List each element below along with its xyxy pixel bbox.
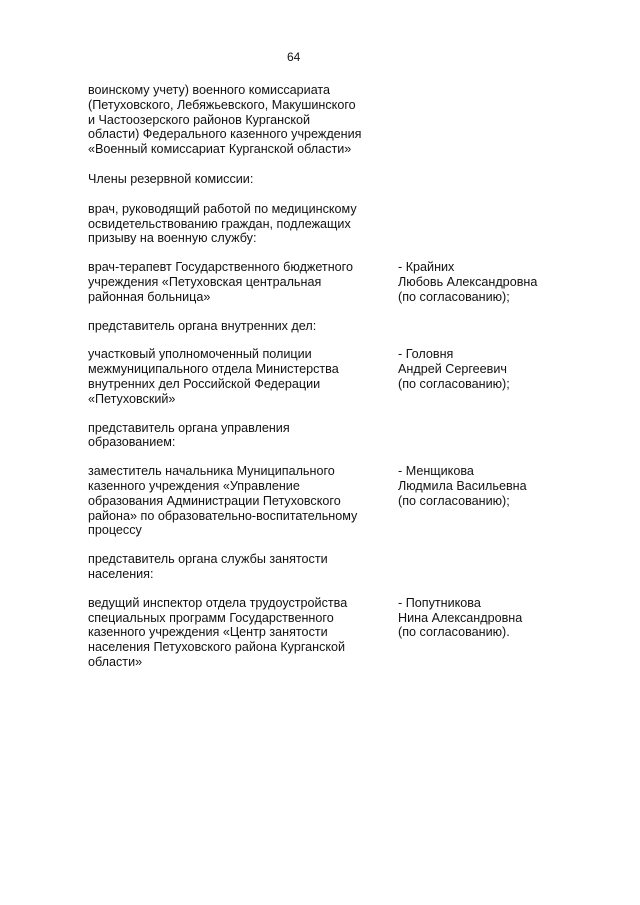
section-heading-medical: врач, руководящий работой по медицинскому освидетельствованию граждан, подлежащих призыву на военную службу: (88, 201, 357, 246)
section-heading-employment: представитель органа службы занятости населения: (88, 552, 328, 581)
member-row-medical (88, 260, 558, 304)
member-position: ведущий инспектор отдела трудоустройства специальных программ Государственного казенного учреждения «Центр занятости населения Петуховского района Курганской области» (88, 595, 348, 669)
intro-text: воинскому учету) военного комиссариата (Петуховского, Лебяжьевского, Макушинского и Частоозерского районов Курганской области) Федерального казенного учреждения «Военный комиссариат Курганской области» (88, 83, 362, 157)
members-heading: Члены резервной комиссии: (88, 171, 254, 186)
member-position: врач-терапевт Государственного бюджетного учреждения «Петуховская центральная районная больница» (88, 260, 353, 304)
member-position: заместитель начальника Муниципального казенного учреждения «Управление образования Администрации Петуховского района» по образовательно-воспитательному процессу (88, 464, 358, 538)
page-number: 64 (287, 50, 301, 64)
section-heading-police: представитель органа внутренних дел: (88, 318, 317, 333)
document-body (88, 83, 558, 670)
member-name: - Менщикова Людмила Васильевна (по согласованию); (398, 464, 527, 508)
member-row-employment (88, 596, 558, 670)
member-row-police (88, 347, 558, 406)
member-name: - Попутникова Нина Александровна (по согласованию). (398, 595, 523, 640)
member-name: - Головня Андрей Сергеевич (по согласованию); (398, 347, 510, 391)
member-position: участковый уполномоченный полиции межмуниципального отдела Министерства внутренних дел Российской Федерации «Петуховский» (88, 347, 339, 406)
member-row-education (88, 464, 558, 538)
section-heading-education: представитель органа управления образованием: (88, 420, 290, 450)
member-name: - Крайних Любовь Александровна (по согласованию); (398, 260, 538, 304)
